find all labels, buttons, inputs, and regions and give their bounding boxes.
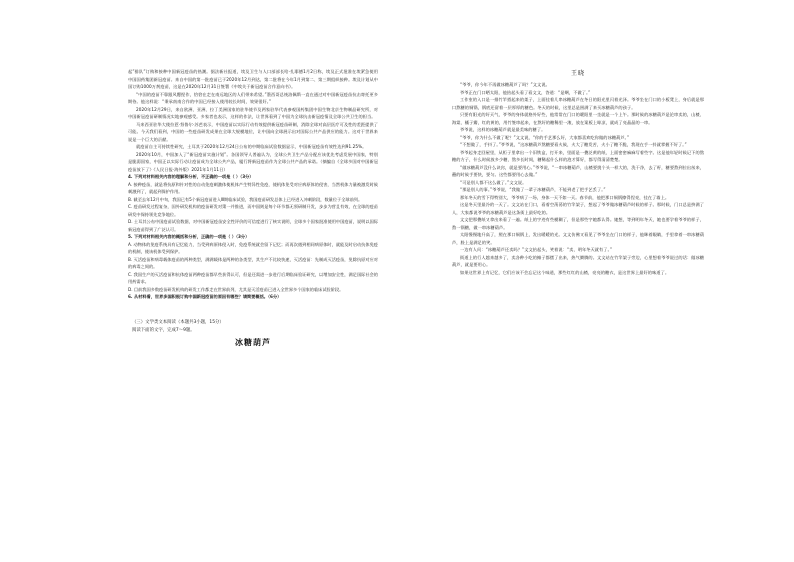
story-paragraph: 一边有人问：“冰糖葫芦还卖吗？”文文抬起头，笑着说：“卖，明年冬天就有了。” — [460, 247, 613, 252]
story-paragraph: 爷爷正在门口晒太阳，他抬起头看了看文文，答道：“是啊，不做了。” — [460, 89, 591, 95]
section-instruction: 阅读下面的文字，完成7～9题。 — [132, 327, 195, 333]
story-paragraph: 如果这世界上有记忆，它们应该不会忘记这个味道，那些红红的山楂，亮亮的糖衣，是这世界上最好的味道了。 — [460, 269, 670, 275]
answer-space — [128, 301, 378, 319]
question-4-option-b: B. 截至去年12月中旬，我国已有5个新冠疫苗进入Ⅲ期临床试验，我国疫苗研发总体上已经进入冲刺阶段，数量位于全球前列。 — [128, 196, 363, 202]
story-paragraph: “爷爷，你今年不再做冰糖葫芦了吗？”文文说。 — [460, 82, 550, 87]
article-paragraph: 起”排队”订购和接种中国新冠疫苗的热潮。据法新社报道，埃及卫生与人口部部长哈·扎耶德1月2日称，埃及正式批准在埃紧急使用中国国药集团新冠疫苗。来自中国的第一批疫苗已于2020年12月到达，第二批将在今年1月到第二、第三期组织接种。埃及计划从中国订购1000万剂疫苗，这是在2020年12月31日签署《中埃关于新冠疫苗合作意向书》。 — [128, 69, 378, 89]
left-column — [128, 68, 378, 348]
story-paragraph: 只要有阳光的好天气，爷爷的身体就格外好些，他常常在门口的暖阳里一坐就是一个上午。那时候的冰糖葫芦是论串卖的，山楂、海棠、橘子瓣，红的黄的，用竹签串起来，在熬好的糖稀里一滚，放在案板上晾凉，就成了亮晶晶的一串。 — [452, 112, 704, 125]
question-5-option-d: D. 目前我国多数疫苗研发机构的研发工作都走在世界前列，尤其是灭活疫苗已进入全世界多个国家的临床试验阶段。 — [128, 286, 344, 292]
section-heading: （三）文学类文本阅读（本题共3小题，15分） — [132, 319, 224, 325]
question-4-option-a: A. 接种疫苗，就是将抗原和针对性的自动免疫刺激体使机体产生特异性免疫，使机体免受对应病原体的侵害，当然机体力量被激发时候刺激到了，就起到保护作用。 — [128, 181, 378, 194]
article-paragraph: 就疫苗自主可持续性研究，土耳其于2020年12月24日公布的中期临床试验数据显示，中国新冠疫苗有效性达到91.25%。 — [136, 144, 367, 149]
story-paragraph: 文文把那叠纸又拿出来看了一遍。纸上的字迹有些模糊了，但是那些字她都认得。她想，等到明年冬天，她也要学着爷爷的样子，熬一锅糖，做一串冰糖葫芦。 — [452, 217, 704, 230]
story-paragraph: 爷爷起身走回屋里，从柜子里拿出一个旧铁盒，打开来，里面是一叠泛黄的纸，上面密密麻麻写着些字。这是他年轻时候记下的熬糖的方子，什么时候放多少糖，熬多长时间，糖稀起什么样的泡才算好，都写得清清楚楚。 — [452, 149, 704, 162]
question-5-option-a: A. 动物体的免疫系统具有记忆能力，当受到病原体侵入时，免疫系统就会留下记忆；而再次遇到相同病原体时，就能及时启动抗体免疫的机制，使该机体受到保护。 — [128, 241, 378, 254]
question-5-option-c: C. 我国生产的灭活疫苗和抗体疫苗两种疫苗都早些获得认可，但是还需进一步进行后期临床验证研究，以增加安全性，满足国际社会的用药需求。 — [128, 271, 378, 284]
story-paragraph: “可是别人都不这么做了。”文文说。 — [460, 179, 527, 185]
story-paragraph: “那是别人的事。”爷爷说，“我做了一辈子冰糖葫芦，不能到老了把手艺丢了。” — [460, 187, 606, 192]
author-name: 王晓 — [570, 70, 585, 77]
story-paragraph: 那年冬天的雪下得特别大，爷爷病了一场，身体一天不如一天。春节前，他把那口铜锅擦得锃亮，挂在了墙上。 — [460, 194, 670, 200]
question-4-option-c: C. 疫苗研发过程复杂，国外研发机构的疫苗研发对策一并推进，而中国则是每个环节都无须研制开发，步步为营且有效，在全球的疫苗研发中保持领先竞争地位。 — [128, 204, 378, 217]
article-paragraph: 2020年12月29日，来自欧洲、亚洲、拉丁美洲国家的驻华使节及两家驻华代表参观国药集团中国生物北京生物制品研究所，对中国新冠疫苗研制情况实地参观感受。多家者也表示，这样的作法，让世界看到了中国为全球抗击新冠疫情及全球公共卫生的担当。 — [128, 106, 378, 119]
story-paragraph: “不想做了，手抖了。”爷爷说，“这冰糖葫芦熬糖要看火候，火大了糖发苦，火小了糖不脆，我现在手一抖就掌握不好了。” — [460, 142, 687, 147]
article-paragraph: 马来西亚驻华大使拉惹·努鲁尔·苏芭表示，中国疫苗以实际行动有效提供新冠疫苗研制，消除全球对高层医疗可及性的差距提供了可能。今天我们看到，中国的一些疫苗研发成果在全球大规模地位，让中国向全球展示出对国际公共产品供应的能力。这对于世界来说是一个巨大的贡献。 — [128, 121, 378, 142]
story-paragraph: 街道上的行人越来越多了，卖各种小吃的摊子都摆了出来，热气腾腾的。文文站在竹竿架子旁边，心里想着爷爷说过的话：做冰糖葫芦，就是要用心。 — [452, 254, 704, 267]
question-6-stem: 6. 从材料看，世界多国积极订购中国新冠疫苗的原因有哪些？请简要概括。（6分） — [128, 294, 282, 299]
story-title: 冰糖葫芦 — [235, 337, 271, 347]
story-paragraph: 爷爷说，这样的冰糖葫芦就是最美味的糖了。 — [460, 127, 546, 132]
question-4-stem: 4. 下列对材料相关内容的理解和分析，不正确的一项是（ ）（3分） — [128, 174, 254, 179]
right-column — [452, 68, 704, 276]
question-5-option-b: B. 灭活疫苗和病毒载体疫苗的两种类型，满满载体是两种的各类型，其生产不比较快速，灭活疫苗：先制成灭活疫苗，免除抗原对应对的病毒之间的。 — [128, 256, 378, 269]
story-paragraph: 工作室的入口是一排竹竿搭起来的架子，上面挂着几串冰糖葫芦在冬日的阳光里闪着光泽。爷爷坐在门口的小板凳上，身后就是那口熬糖的铜锅，锅底还留着一层厚厚的糖色。冬天的时候，这里总是围满了来买冰糖葫芦的孩子。 — [452, 97, 704, 110]
story-paragraph: “爷爷，你为什么不做了呢？”文文说，“你的手艺那么好，大家都喜欢吃你做的冰糖葫芦。” — [460, 134, 630, 140]
story-paragraph: 太阳慢慢地升高了，照在那口铜锅上，发出暖暖的光。文文仿佛又看见了爷爷坐在门口的样子，他眯着眼睛，手里拿着一串冰糖葫芦，脸上是满足的笑。 — [452, 232, 704, 245]
article-paragraph: “中国的疫苗不靠跟风覆捏作，恰恰在走在南远地区的人们带来希望。”墨西哥总统洛佩斯一直在通过对中国新冠疫苗抗击寄托更多期待。他这样说：“秉承南南合作的中国已经接入使用较长时间，效果很好。” — [128, 91, 378, 104]
story-paragraph: “做冰糖葫芦没什么诀窍，就是要用心。”爷爷说，“一串冰糖葫芦，山楂要挑个头一样大的，洗干净，去了籽，糖要熬到拉出丝来，蘸的时候手要快，要匀。这些都要用心去做。” — [452, 164, 704, 177]
question-4-option-d: D. 土耳其公布中国疫苗试验数据，对中国新冠疫苗安全性评价的可信度进行了核实说明，全球多个国家批准使用中国疫苗，说明以国际新冠疫苗得到了广泛认可。 — [128, 219, 378, 232]
story-paragraph: 这是冬天里最冷的一天了。文文站在门口，看着空荡荡的竹竿架子，想起了爷爷做冰糖葫芦时候的样子。那时候，门口总是挤满了人，大家都说爷爷的冰糖葫芦是这条街上最好吃的。 — [452, 202, 704, 215]
article-paragraph: 2020年10月，中国加入了“新冠疫苗实施计划”。各国领导人普遍认为，全球公共卫生产品分配应该优先考虑发展中国家，特别是脆弱国家，中国正以实际行动让疫苗成为全球公共产品，履行将新冠疫苗作为全球公共产品的承诺。（摘编自《全球多国对中国新冠疫苗放下了》《人民日报·海外版》2021年1月11日） — [128, 151, 378, 172]
question-5-stem: 5. 下列对材料相关内容的概括和分析，正确的一项是（ ）（3分） — [128, 234, 250, 239]
